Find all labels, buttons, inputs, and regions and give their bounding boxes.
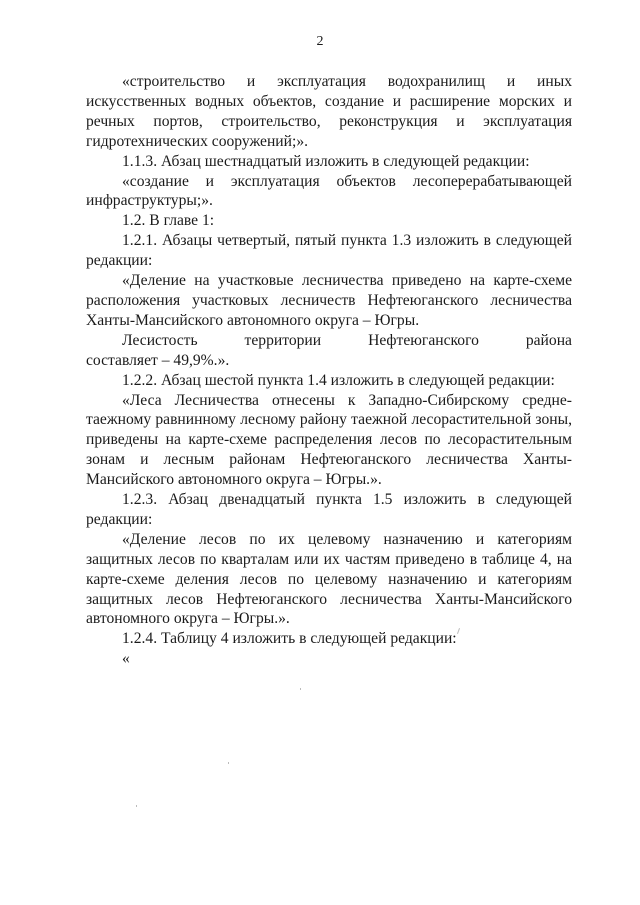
paragraph-forest-zone: «Леса Лесничества отнесены к Западно-Сибирскому средне-таежному равнинному лесному району таежной лесорастительной зоны, приведены на карте-схеме распределения лесов по лесорастительным зонам и лесным районам Нефтеюганского лесничества Ханты-Мансийского автономного округа – Югры.».: [86, 391, 572, 489]
word-3: Нефтеюганского: [368, 331, 479, 349]
paragraph-forestry-division: «Деление на участковые лесничества приведено на карте-схеме расположения участковых лесничеств Нефтеюганского лесничества Ханты-Мансийского автономного округа – Югры.: [86, 272, 572, 329]
paragraph-1-2-2: 1.2.2. Абзац шестой пункта 1.4 изложить в следующей редакции:: [122, 371, 555, 389]
paragraph-1-2-1: 1.2.1. Абзацы четвертый, пятый пункта 1.3 изложить в следующей редакции:: [86, 232, 572, 270]
word-1: Лесистость: [122, 331, 198, 349]
scan-speck: [136, 805, 137, 807]
scan-speck: [228, 762, 229, 764]
page-number: 2: [316, 34, 324, 49]
paragraph-forest-cover-line: [86, 331, 572, 351]
paragraph-forest-purpose: «Деление лесов по их целевому назначению и категориям защитных лесов по кварталам или их частям приведено в таблице 4, на карте-схеме деления лесов по целевому назначению и категориям защитных лесов Нефтеюганского лесничества Ханты-Мансийского автономного округа – Югры.».: [86, 530, 572, 628]
paragraph-construction: «строительство и эксплуатация водохранилищ и иных искусственных водных объектов, создание и расширение морских и речных портов, строительство, реконструкция и эксплуатация гидротехнических сооружений;».: [86, 73, 572, 150]
paragraph-wood-processing: «создание и эксплуатация объектов лесоперерабатывающей инфраструктуры;».: [86, 172, 572, 210]
document-body: [86, 72, 572, 669]
word-4: района: [525, 331, 572, 349]
paragraph-1-2-3: 1.2.3. Абзац двенадцатый пункта 1.5 изложить в следующей редакции:: [86, 491, 572, 528]
paragraph-1-2-4: 1.2.4. Таблицу 4 изложить в следующей редакции:: [122, 630, 457, 648]
paragraph-1-2: 1.2. В главе 1:: [122, 212, 215, 230]
paragraph-quote-open: «: [122, 650, 130, 668]
scan-speck: [300, 688, 301, 690]
paragraph-forest-cover-value: составляет – 49,9%.».: [86, 351, 230, 369]
word-2: территории: [244, 331, 322, 349]
paragraph-1-1-3: 1.1.3. Абзац шестнадцатый изложить в следующей редакции:: [122, 152, 530, 170]
